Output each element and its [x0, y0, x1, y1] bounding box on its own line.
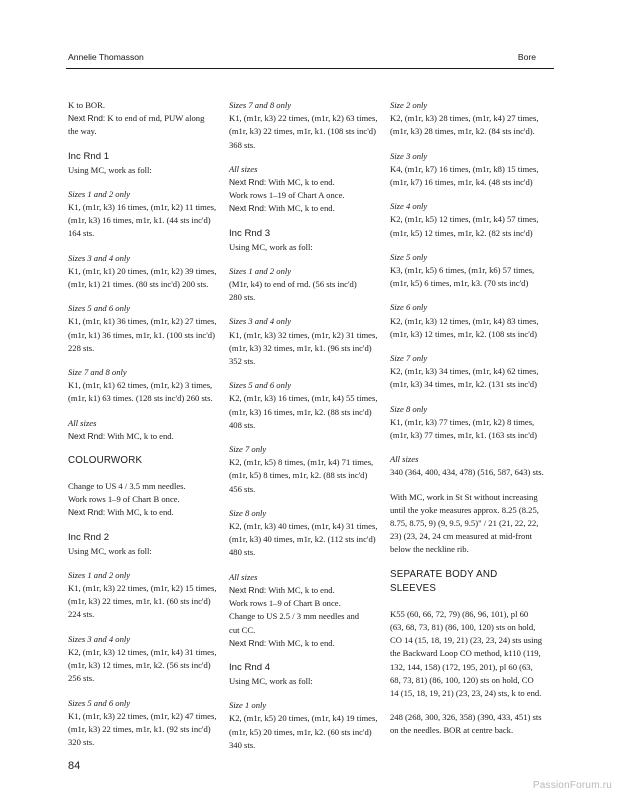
instruction-line: K1, (m1r, k3) 32 times, (m1r, k2) 31 times, [229, 329, 378, 340]
instruction-line: Next Rnd: With MC, k to end. [229, 637, 335, 648]
instruction-line: 280 sts. [229, 292, 256, 303]
round-heading: Inc Rnd 1 [68, 150, 110, 162]
round-heading: Inc Rnd 3 [229, 227, 271, 239]
size-subheading: Sizes 1 and 2 only [68, 188, 131, 199]
instruction-label: Next Rnd: [229, 584, 267, 595]
instruction-block [229, 675, 381, 688]
instruction-line: (m1r, k5) 20 times, m1r, k2. (60 sts inc'd) [229, 726, 372, 737]
instruction-label: Next Rnd: [229, 637, 267, 648]
instruction-line: Using MC, work as foll: [68, 545, 152, 556]
instruction-block [68, 480, 220, 520]
round-heading: Inc Rnd 4 [229, 661, 271, 673]
instruction-line: Next Rnd: With MC, k to end. [68, 430, 174, 441]
instruction-block [68, 569, 220, 622]
text-column-3 [390, 99, 545, 749]
text-column-2 [229, 99, 381, 763]
instruction-line: the Backward Loop CO method, k110 (119, [390, 648, 541, 659]
instruction-block [390, 608, 545, 700]
section-heading: SEPARATE BODY AND SLEEVES [390, 568, 498, 594]
instruction-block [68, 188, 220, 241]
size-subheading: Sizes 5 and 6 only [229, 380, 292, 391]
instruction-line: With MC, work in St St without increasing [390, 491, 538, 502]
instruction-line: K1, (m1r, k3) 22 times, (m1r, k2) 63 times, [229, 113, 378, 124]
text-column-1 [68, 99, 220, 760]
instruction-line: Next Rnd: With MC, k to end. [68, 507, 174, 518]
section-heading: COLOURWORK [68, 455, 143, 467]
size-subheading: All sizes [68, 417, 97, 428]
size-subheading: Size 4 only [390, 201, 428, 212]
size-subheading: Sizes 5 and 6 only [68, 303, 131, 314]
instruction-block [390, 403, 545, 443]
instruction-line: 14 (15, 18, 19, 21) (23, 23, 24) sts, k to end. [390, 687, 542, 698]
size-subheading: Size 3 only [390, 150, 428, 161]
instruction-block [68, 545, 220, 558]
instruction-line: 228 sts. [68, 342, 95, 353]
instruction-line: 132, 144, 158) (172, 195, 201), pl 60 (63, [390, 661, 533, 672]
instruction-line: (m1r, k7) 16 times, m1r, k4. (48 sts inc'd) [390, 177, 533, 188]
instruction-line: (m1r, k3) 22 times, m1r, k1. (108 sts inc'd) [229, 126, 376, 137]
instruction-line: K1, (m1r, k3) 22 times, (m1r, k2) 47 times, [68, 710, 217, 721]
instruction-line: K1, (m1r, k3) 16 times, (m1r, k2) 11 times, [68, 202, 217, 213]
instruction-line: (63, 68, 73, 81) (86, 100, 120) sts on hold, [390, 621, 536, 632]
size-subheading: Size 6 only [390, 302, 428, 313]
instruction-line: Using MC, work as foll: [68, 164, 152, 175]
instruction-line: K2, (m1r, k5) 12 times, (m1r, k4) 57 times, [390, 214, 539, 225]
instruction-block [68, 252, 220, 292]
instruction-line: K2, (m1r, k3) 40 times, (m1r, k4) 31 times, [229, 521, 378, 532]
instruction-block [68, 417, 220, 443]
size-subheading: Sizes 7 and 8 only [229, 100, 292, 110]
size-subheading: Size 8 only [390, 403, 428, 414]
instruction-line: K1, (m1r, k1) 20 times, (m1r, k2) 39 times, [68, 265, 217, 276]
instruction-block [390, 453, 545, 479]
instruction-line: K1, (m1r, k3) 22 times, (m1r, k2) 15 times, [68, 583, 217, 594]
instruction-line: 352 sts. [229, 356, 256, 367]
instruction-line: (m1r, k3) 34 times, m1r, k2. (131 sts inc'd) [390, 379, 537, 390]
instruction-line: Using MC, work as foll: [229, 241, 313, 252]
instruction-line: Next Rnd: With MC, k to end. [229, 177, 335, 188]
instruction-label: Next Rnd: [68, 430, 106, 441]
instruction-line: 480 sts. [229, 547, 256, 558]
instruction-line: K2, (m1r, k3) 34 times, (m1r, k4) 62 times, [390, 366, 539, 377]
instruction-line: (m1r, k1) 21 times. (80 sts inc'd) 200 sts. [68, 279, 209, 290]
size-subheading: Sizes 5 and 6 only [68, 697, 131, 708]
instruction-block [229, 241, 381, 254]
instruction-line: 164 sts. [68, 228, 95, 239]
instruction-line: (m1r, k5) 6 times, m1r, k3. (70 sts inc'd) [390, 278, 529, 289]
instruction-line: Using MC, work as foll: [229, 675, 313, 686]
instruction-line: K2, (m1r, k3) 12 times, (m1r, k4) 31 times, [68, 646, 217, 657]
size-subheading: Size 7 and 8 only [68, 367, 127, 378]
instruction-block [229, 99, 381, 152]
instruction-block [390, 352, 545, 392]
instruction-block [390, 301, 545, 341]
instruction-block [68, 366, 220, 406]
watermark: PassionForum.ru [532, 780, 612, 791]
instruction-block [68, 633, 220, 686]
instruction-block [229, 507, 381, 560]
instruction-line: 368 sts. [229, 139, 256, 150]
size-subheading: Sizes 3 and 4 only [229, 316, 292, 327]
size-subheading: Size 2 only [390, 100, 428, 110]
instruction-line: K1, (m1r, k3) 77 times, (m1r, k2) 8 times, [390, 416, 535, 427]
instruction-line: CO 14 (15, 18, 19, 21) (23, 23, 24) sts using [390, 635, 543, 646]
instruction-line: Change to US 2.5 / 3 mm needles and [229, 611, 360, 622]
instruction-line: (m1r, k3) 22 times, m1r, k1. (60 sts inc'd) [68, 596, 211, 607]
instruction-line: (m1r, k3) 16 times, m1r, k2. (88 sts inc'd) [229, 406, 372, 417]
size-subheading: Sizes 3 and 4 only [68, 633, 131, 644]
instruction-label: Next Rnd: [229, 177, 267, 188]
header-author: Annelie Thomasson [68, 52, 144, 62]
instruction-label: Next Rnd: [68, 507, 106, 518]
instruction-line: K to BOR. [68, 100, 106, 110]
instruction-label: Next Rnd: [229, 203, 267, 214]
instruction-line: 248 (268, 300, 326, 358) (390, 433, 451) sts [390, 712, 542, 723]
size-subheading: Size 7 only [229, 444, 267, 455]
instruction-block [229, 571, 381, 650]
size-subheading: All sizes [390, 454, 419, 465]
instruction-block [229, 699, 381, 752]
size-subheading: All sizes [229, 163, 258, 174]
instruction-line: K55 (60, 66, 72, 79) (86, 96, 101), pl 60 [390, 608, 529, 619]
instruction-line: (m1r, k3) 12 times, m1r, k2. (108 sts inc'd) [390, 328, 537, 339]
instruction-block [390, 711, 545, 737]
instruction-line: K2, (m1r, k3) 12 times, (m1r, k4) 83 times, [390, 315, 539, 326]
instruction-line: until the yoke measures approx. 8.25 (8.25, [390, 504, 539, 515]
instruction-line: 68, 73, 81) (86, 100, 120) sts on hold, CO [390, 674, 534, 685]
header-rule [66, 68, 554, 69]
instruction-line: (m1r, k3) 77 times, m1r, k1. (163 sts inc'd) [390, 430, 537, 441]
instruction-block [229, 379, 381, 432]
instruction-line: below the neckline rib. [390, 544, 469, 555]
instruction-line: Next Rnd: With MC, k to end. [229, 584, 335, 595]
instruction-line: the way. [68, 126, 97, 137]
instruction-block [390, 150, 545, 190]
header-title: Bore [517, 52, 536, 62]
instruction-line: (m1r, k5) 8 times, m1r, k2. (88 sts inc'd) [229, 470, 368, 481]
instruction-line: Next Rnd: K to end of rnd, PUW along [68, 113, 205, 124]
round-heading: Inc Rnd 2 [68, 531, 110, 543]
instruction-line: Work rows 1–19 of Chart A once. [229, 190, 345, 201]
instruction-line: (m1r, k1) 36 times, m1r, k1. (100 sts inc'd) [68, 329, 215, 340]
instruction-line: cut CC. [229, 624, 256, 635]
instruction-block [229, 265, 381, 305]
instruction-line: 23) (23, 24, 24 cm measured at mid-front [390, 531, 532, 542]
size-subheading: All sizes [229, 571, 258, 582]
instruction-line: 456 sts. [229, 483, 256, 494]
instruction-line: 408 sts. [229, 419, 256, 430]
instruction-line: (m1r, k3) 16 times, m1r, k1. (44 sts inc'd) [68, 215, 211, 226]
instruction-block [68, 164, 220, 177]
size-subheading: Size 7 only [390, 353, 428, 364]
instruction-block [390, 200, 545, 240]
instruction-line: K3, (m1r, k5) 6 times, (m1r, k6) 57 times, [390, 265, 535, 276]
instruction-block [229, 443, 381, 496]
instruction-line: (m1r, k3) 12 times, m1r, k2. (56 sts inc'd) [68, 660, 211, 671]
size-subheading: Sizes 3 and 4 only [68, 252, 131, 263]
instruction-block [68, 697, 220, 750]
instruction-block [229, 315, 381, 368]
instruction-line: K1, (m1r, k1) 36 times, (m1r, k2) 27 times, [68, 316, 217, 327]
instruction-block [390, 99, 545, 139]
instruction-line: K1, (m1r, k1) 62 times, (m1r, k2) 3 times, [68, 380, 213, 391]
instruction-line: 224 sts. [68, 609, 95, 620]
instruction-line: 340 (364, 400, 434, 478) (516, 587, 643) sts. [390, 467, 544, 478]
instruction-line: 340 sts. [229, 739, 256, 750]
instruction-line: (m1r, k3) 22 times, m1r, k1. (92 sts inc'd) [68, 723, 211, 734]
instruction-line: (m1r, k3) 32 times, m1r, k1. (96 sts inc'd) [229, 342, 372, 353]
page-number: 84 [68, 760, 81, 772]
instruction-label: Next Rnd: [68, 113, 106, 124]
instruction-line: K2, (m1r, k3) 28 times, (m1r, k4) 27 times, [390, 113, 539, 124]
instruction-line: Work rows 1–9 of Chart B once. [68, 494, 180, 505]
instruction-line: K2, (m1r, k3) 16 times, (m1r, k4) 55 times, [229, 393, 378, 404]
instruction-line: (M1r, k4) to end of rnd. (56 sts inc'd) [229, 279, 357, 290]
instruction-line: (m1r, k3) 40 times, m1r, k2. (112 sts inc'd) [229, 534, 376, 545]
instruction-block [68, 302, 220, 355]
instruction-block [68, 99, 220, 139]
instruction-block [390, 491, 545, 557]
instruction-line: K2, (m1r, k5) 8 times, (m1r, k4) 71 times, [229, 457, 374, 468]
instruction-line: (m1r, k1) 63 times. (128 sts inc'd) 260 sts. [68, 393, 213, 404]
instruction-line: (m1r, k3) 28 times, m1r, k2. (84 sts inc'd). [390, 126, 535, 137]
instruction-block [390, 251, 545, 291]
instruction-line: Next Rnd: With MC, k to end. [229, 203, 335, 214]
size-subheading: Sizes 1 and 2 only [68, 569, 131, 580]
instruction-line: (m1r, k5) 12 times, m1r, k2. (82 sts inc'd) [390, 227, 533, 238]
instruction-line: Work rows 1–9 of Chart B once. [229, 598, 341, 609]
instruction-line: 256 sts. [68, 673, 95, 684]
instruction-line: on the needles. BOR at centre back. [390, 725, 514, 736]
instruction-line: K4, (m1r, k7) 16 times, (m1r, k8) 15 times, [390, 163, 539, 174]
instruction-line: K2, (m1r, k5) 20 times, (m1r, k4) 19 times, [229, 713, 378, 724]
instruction-line: 320 sts. [68, 737, 95, 748]
size-subheading: Size 1 only [229, 700, 267, 711]
instruction-line: Change to US 4 / 3.5 mm needles. [68, 481, 186, 492]
size-subheading: Sizes 1 and 2 only [229, 265, 292, 276]
size-subheading: Size 8 only [229, 507, 267, 518]
size-subheading: Size 5 only [390, 251, 428, 262]
instruction-block [229, 163, 381, 216]
instruction-line: 8.75, 8.75, 9) (9, 9.5, 9.5)" / 21 (21, 22, 22, [390, 518, 539, 529]
